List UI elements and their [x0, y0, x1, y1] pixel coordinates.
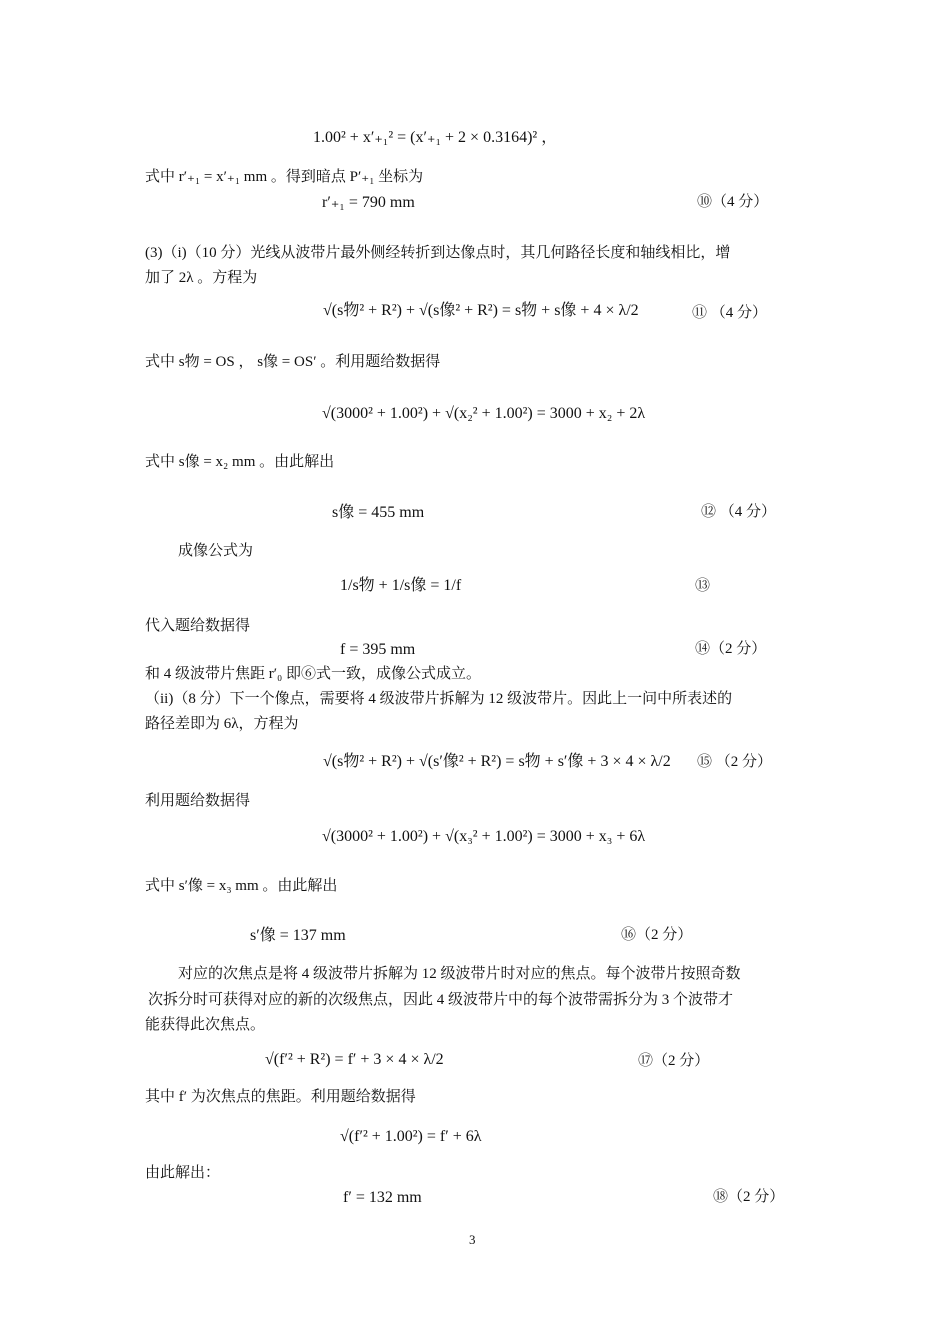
equation-numeric-3: √(f′² + 1.00²) = f′ + 6λ — [340, 1128, 482, 1145]
mark-15: ⑮ （2 分） — [697, 754, 773, 770]
text-line-5: 式中 s像 = x₂ mm 。由此解出 — [145, 454, 335, 470]
equation-s-prime-image: s′像 = 137 mm — [250, 927, 346, 944]
equation-1: 1.00² + x′₊₁² = (x′₊₁ + 2 × 0.3164)² ， — [313, 129, 558, 146]
text-line-7: 代入题给数据得 — [145, 618, 251, 634]
mark-14: ⑭（2 分） — [695, 641, 767, 657]
page-number: 3 — [469, 1232, 476, 1247]
equation-secondary-focus: √(f′² + R²) = f′ + 3 × 4 × λ/2 — [265, 1051, 444, 1068]
text-line-8: 和 4 级波带片焦距 r′₀ 即⑥式一致，成像公式成立。 — [145, 666, 482, 682]
mark-13: ⑬ — [695, 578, 711, 594]
mark-10: ⑩（4 分） — [697, 194, 769, 210]
text-line-6: 成像公式为 — [178, 543, 254, 559]
equation-imaging-formula: 1/s物 + 1/s像 = 1/f — [340, 577, 462, 594]
text-line-2: (3)（i)（10 分）光线从波带片最外侧经转折到达像点时，其几何路径长度和轴线相比，增 — [145, 245, 731, 261]
text-line-17: 由此解出： — [145, 1165, 221, 1181]
mark-12: ⑫ （4 分） — [701, 504, 777, 520]
text-line-9: （ii)（8 分）下一个像点，需要将 4 级波带片拆解为 12 级波带片。因此上一问中所表述的 — [145, 691, 733, 707]
equation-numeric-2: √(3000² + 1.00²) + √(x₃² + 1.00²) = 3000 + x₃ + 6λ — [322, 828, 646, 845]
mark-11: ⑪ （4 分） — [692, 305, 768, 321]
text-line-10: 路径差即为 6λ，方程为 — [145, 716, 299, 732]
equation-f: f = 395 mm — [340, 641, 416, 658]
text-line-14: 次拆分时可获得对应的新的次级焦点，因此 4 级波带片中的每个波带需拆分为 3 个波带才 — [148, 992, 734, 1008]
text-line-13: 对应的次焦点是将 4 级波带片拆解为 12 级波带片时对应的焦点。每个波带片按照奇数 — [178, 966, 741, 982]
equation-f-prime: f′ = 132 mm — [343, 1189, 422, 1206]
equation-path-difference-2: √(s物² + R²) + √(s′像² + R²) = s物 + s′像 + 3 × 4 × λ/2 — [323, 753, 671, 770]
text-line-15: 能获得此次焦点。 — [145, 1017, 266, 1033]
text-line-11: 利用题给数据得 — [145, 793, 251, 809]
equation-s-image: s像 = 455 mm — [332, 504, 425, 521]
equation-numeric-1: √(3000² + 1.00²) + √(x₂² + 1.00²) = 3000 + x₂ + 2λ — [322, 405, 646, 422]
mark-16: ⑯（2 分） — [621, 927, 693, 943]
text-line-1: 式中 r′₊₁ = x′₊₁ mm 。得到暗点 P′₊₁ 坐标为 — [145, 169, 424, 185]
equation-r-plus1: r′₊₁ = 790 mm — [322, 194, 415, 211]
text-line-12: 式中 s′像 = x₃ mm 。由此解出 — [145, 878, 338, 894]
equation-path-difference: √(s物² + R²) + √(s像² + R²) = s物 + s像 + 4 × λ/2 — [323, 302, 639, 319]
mark-18: ⑱（2 分） — [713, 1189, 785, 1205]
mark-17: ⑰（2 分） — [638, 1053, 710, 1069]
text-line-3: 加了 2λ 。方程为 — [145, 270, 258, 286]
text-line-16: 其中 f′ 为次焦点的焦距。利用题给数据得 — [145, 1089, 416, 1105]
text-line-4: 式中 s物 = OS ， s像 = OS′ 。利用题给数据得 — [145, 354, 441, 370]
